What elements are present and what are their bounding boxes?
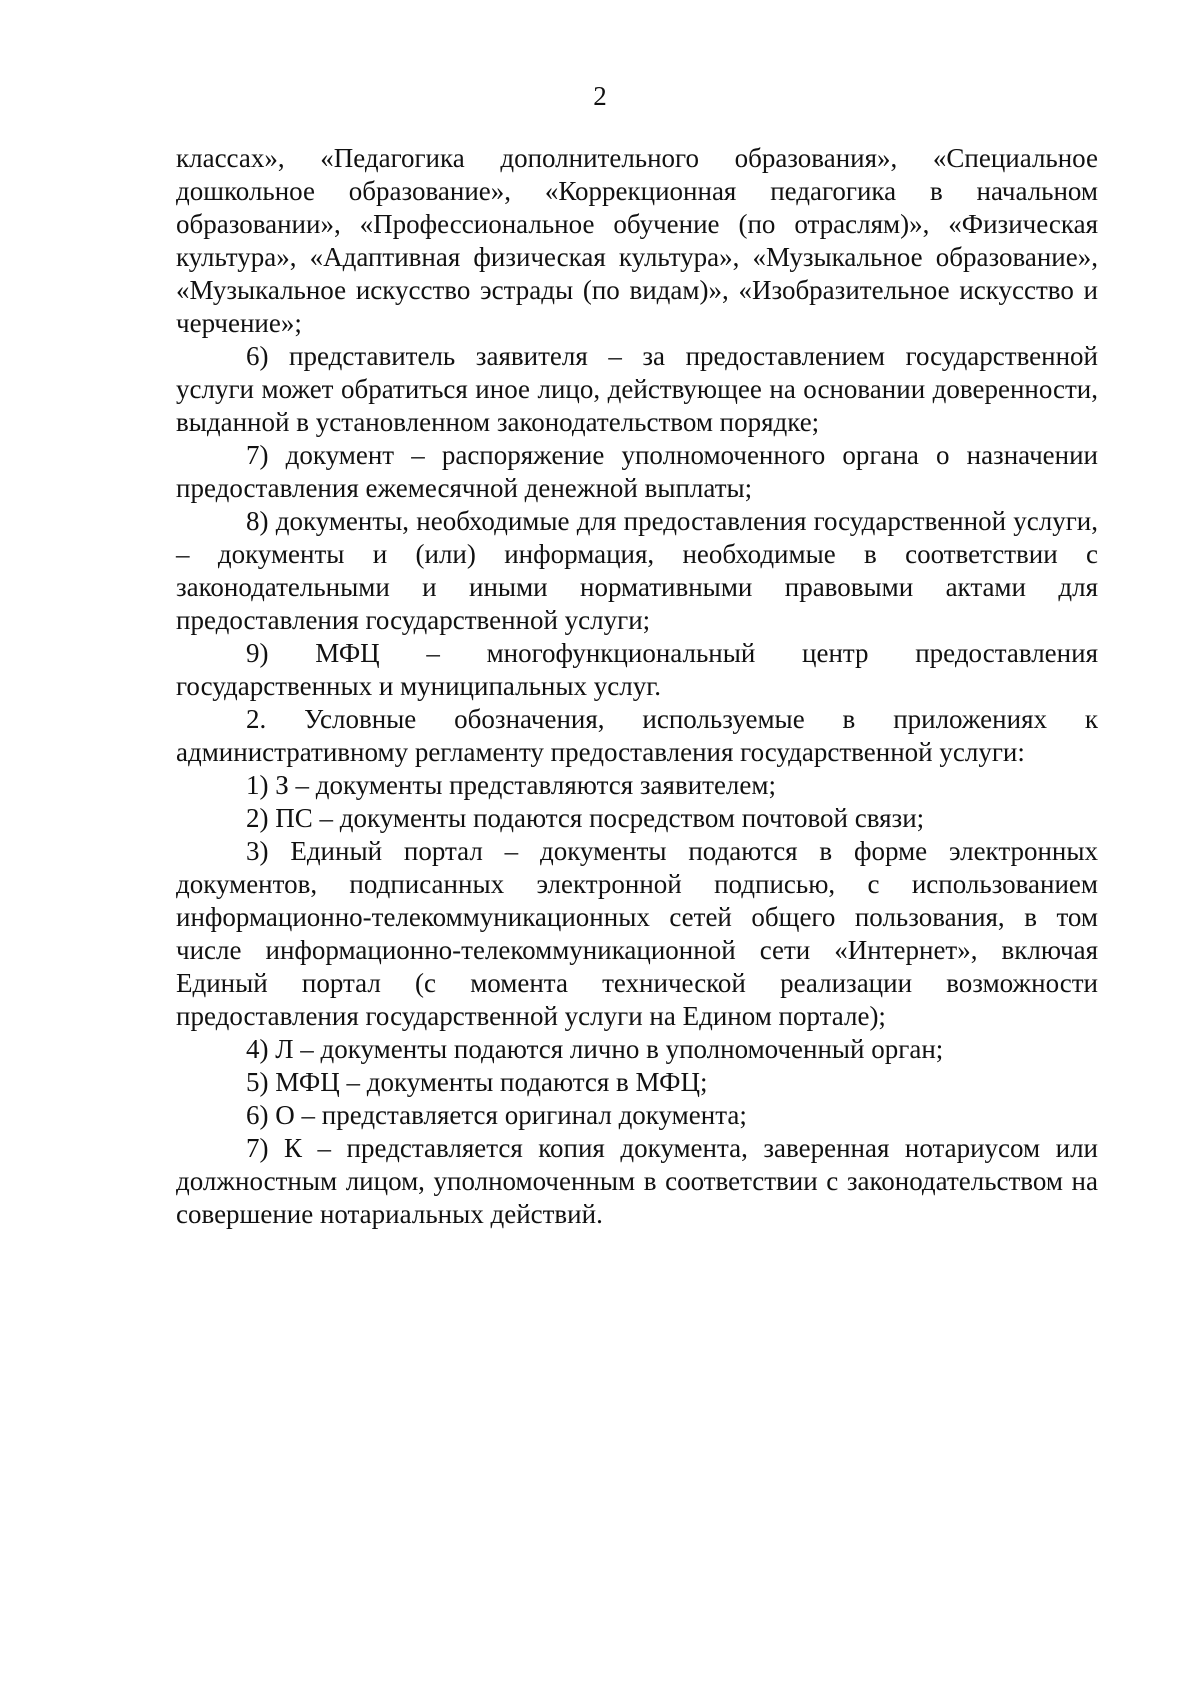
- paragraph: 7) документ – распоряжение уполномоченного органа о назначении предоставления ежемесячной денежной выплаты;: [176, 440, 1098, 503]
- paragraph: 8) документы, необходимые для предоставления государственной услуги, – документы и (или) информация, необходимые в соответствии с законодательными и иными нормативными правовыми актами для предоставления государственной услуги;: [176, 506, 1098, 635]
- paragraph: 3) Единый портал – документы подаются в форме электронных документов, подписанных электронной подписью, с использованием информационно-телекоммуникационных сетей общего пользования, в том числе информационно-телекоммуникационной сети «Интернет», включая Единый портал (с момента технической реализации возможности предоставления государственной услуги на Едином портале);: [176, 836, 1098, 1031]
- page-number: 2: [593, 81, 607, 111]
- paragraph: 9) МФЦ – многофункциональный центр предоставления государственных и муниципальных услуг.: [176, 638, 1098, 701]
- paragraph: 7) К – представляется копия документа, заверенная нотариусом или должностным лицом, уполномоченным в соответствии с законодательством на совершение нотариальных действий.: [176, 1133, 1098, 1229]
- document-body: [176, 142, 1098, 1231]
- paragraph: 2. Условные обозначения, используемые в приложениях к административному регламенту предоставления государственной услуги:: [176, 704, 1098, 767]
- paragraph: 6) представитель заявителя – за предоставлением государственной услуги может обратиться иное лицо, действующее на основании доверенности, выданной в установленном законодательством порядке;: [176, 341, 1098, 437]
- paragraph: классах», «Педагогика дополнительного образования», «Специальное дошкольное образование», «Коррекционная педагогика в начальном образовании», «Профессиональное обучение (по отраслям)», «Физическая культура», «Адаптивная физическая культура», «Музыкальное образование», «Музыкальное искусство эстрады (по видам)», «Изобразительное искусство и черчение»;: [176, 143, 1098, 338]
- paragraph: 2) ПС – документы подаются посредством почтовой связи;: [246, 803, 925, 833]
- paragraph: 4) Л – документы подаются лично в уполномоченный орган;: [246, 1034, 944, 1064]
- paragraph: 1) З – документы представляются заявителем;: [246, 770, 776, 800]
- paragraph: 6) О – представляется оригинал документа;: [246, 1100, 747, 1130]
- paragraph: 5) МФЦ – документы подаются в МФЦ;: [246, 1067, 708, 1097]
